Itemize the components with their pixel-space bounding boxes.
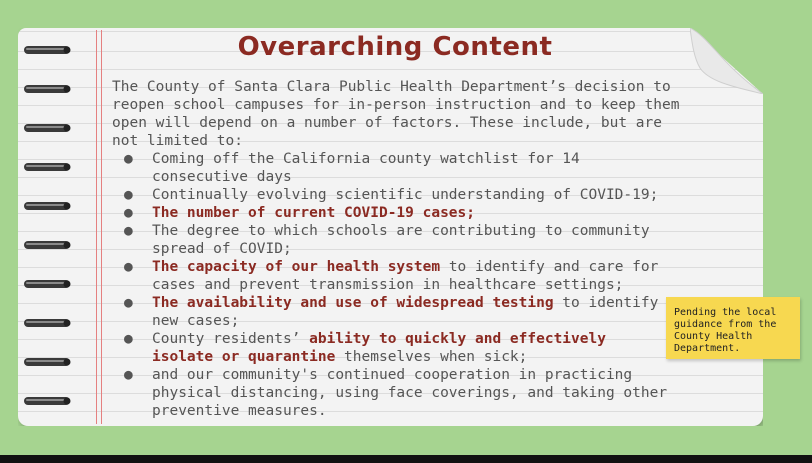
spiral-binding-ring-icon xyxy=(23,395,73,407)
margin-line xyxy=(96,30,97,424)
list-item-text: to identify and care for cases and prevent transmission in healthcare settings; xyxy=(152,259,659,293)
highlighted-text: ability to quickly and effectively isolate or quarantine xyxy=(152,331,606,365)
page-title: Overarching Content xyxy=(237,32,553,62)
list-item xyxy=(112,150,672,186)
bullet-icon: ● xyxy=(124,187,133,203)
factor-list xyxy=(112,150,672,420)
list-item-text: Coming off the California county watchlist for 14 consecutive days xyxy=(152,151,580,185)
spiral-binding-ring-icon xyxy=(23,356,73,368)
bottom-bar xyxy=(0,455,812,463)
list-item-text: County residents’ xyxy=(152,331,310,347)
highlighted-text: The availability and use of widespread testing xyxy=(152,295,554,311)
bullet-icon: ● xyxy=(124,259,133,275)
list-item xyxy=(112,258,672,294)
list-item xyxy=(112,204,672,222)
list-item xyxy=(112,366,672,420)
list-item xyxy=(112,330,672,366)
list-item xyxy=(112,222,672,258)
spiral-binding-ring-icon xyxy=(23,161,73,173)
sticky-note: Pending the local guidance from the County Health Department. xyxy=(666,297,800,359)
list-item-text: to identify new cases; xyxy=(152,295,659,329)
list-item-text: The degree to which schools are contributing to community spread of COVID; xyxy=(152,223,650,257)
spiral-binding-ring-icon xyxy=(23,122,73,134)
margin-line xyxy=(101,30,102,424)
bullet-icon: ● xyxy=(124,151,133,167)
page-curl xyxy=(690,28,763,94)
spiral-binding-ring-icon xyxy=(23,239,73,251)
bullet-icon: ● xyxy=(124,331,133,347)
list-item-text: and our community's continued cooperation in practicing physical distancing, using face coverings, and taking other preventive measures. xyxy=(152,367,668,419)
bullet-icon: ● xyxy=(124,223,133,239)
bullet-icon: ● xyxy=(124,295,133,311)
list-item-text: Continually evolving scientific understanding of COVID-19; xyxy=(152,187,659,203)
intro-paragraph: The County of Santa Clara Public Health Department’s decision to reopen school campuses for in-person instruction and to keep them open will depend on a number of factors. These include, but are not limited to: xyxy=(112,79,680,149)
list-item xyxy=(112,186,672,204)
list-item xyxy=(112,294,672,330)
bullet-icon: ● xyxy=(124,205,133,221)
spiral-binding-ring-icon xyxy=(23,44,73,56)
spiral-binding-ring-icon xyxy=(23,317,73,329)
spiral-binding-ring-icon xyxy=(23,200,73,212)
spiral-binding-ring-icon xyxy=(23,278,73,290)
spiral-binding-ring-icon xyxy=(23,83,73,95)
highlighted-text: The capacity of our health system xyxy=(152,259,441,275)
list-item-text: themselves when sick; xyxy=(335,349,528,365)
highlighted-text: The number of current COVID-19 cases; xyxy=(152,205,476,221)
bullet-icon: ● xyxy=(124,367,133,383)
